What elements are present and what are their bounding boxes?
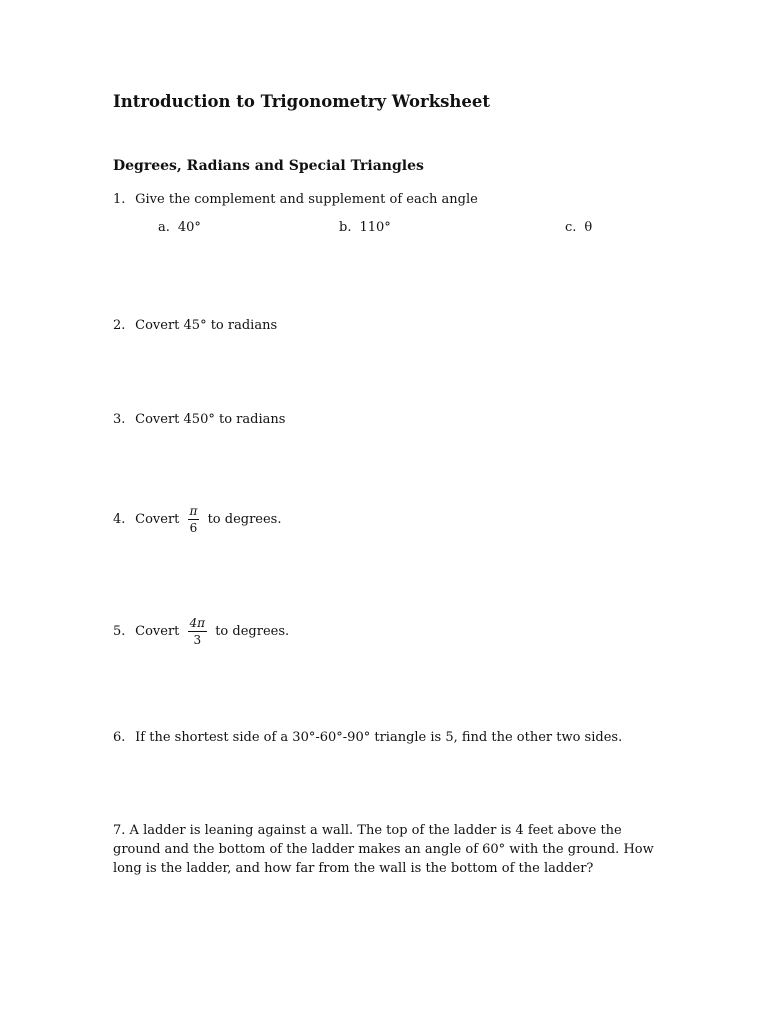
- question-number: 6.: [113, 730, 126, 745]
- question-1: [113, 190, 478, 209]
- fraction-numerator: π: [189, 504, 198, 518]
- question-text: Covert 450° to radians: [135, 412, 286, 427]
- fraction-denominator: 3: [193, 633, 202, 647]
- question-number: 1.: [113, 192, 126, 207]
- question-5: [113, 616, 289, 647]
- question-text-end: to degrees.: [207, 512, 282, 527]
- question-6: [113, 728, 622, 747]
- question-text: Covert: [135, 624, 180, 639]
- part-label: a.: [158, 220, 170, 235]
- fraction: [188, 616, 208, 647]
- question-text: Covert: [135, 512, 180, 527]
- question-text-end: to degrees.: [215, 624, 290, 639]
- part-label: b.: [339, 220, 352, 235]
- question-number: 4.: [113, 512, 126, 527]
- question-number: 7.: [113, 823, 126, 838]
- question-7: [113, 821, 673, 878]
- question-1-part-b: [339, 220, 391, 235]
- part-value: 40°: [177, 220, 201, 235]
- question-text: Give the complement and supplement of each angle: [135, 192, 478, 207]
- section-heading: Degrees, Radians and Special Triangles: [113, 158, 424, 174]
- part-label: c.: [565, 220, 577, 235]
- question-text: If the shortest side of a 30°-60°-90° triangle is 5, find the other two sides.: [135, 730, 623, 745]
- question-2: [113, 316, 277, 335]
- fraction-numerator: 4π: [189, 616, 206, 630]
- question-1-part-a: [158, 220, 201, 235]
- question-text: Covert 45° to radians: [135, 318, 278, 333]
- question-text: A ladder is leaning against a wall. The top of the ladder is 4 feet above the ground and the bottom of the ladder makes an angle of 60° with the ground. How long is the ladder, and how far from the wall is the bottom of the ladder?: [113, 823, 654, 876]
- fraction-denominator: 6: [189, 521, 198, 535]
- question-number: 3.: [113, 412, 126, 427]
- part-value: 110°: [359, 220, 391, 235]
- fraction: [188, 504, 200, 535]
- question-number: 5.: [113, 624, 126, 639]
- question-3: [113, 410, 285, 429]
- page-title: Introduction to Trigonometry Worksheet: [113, 92, 491, 111]
- question-number: 2.: [113, 318, 126, 333]
- part-value: θ: [584, 220, 593, 235]
- question-1-part-c: [565, 220, 592, 235]
- question-4: [113, 504, 282, 535]
